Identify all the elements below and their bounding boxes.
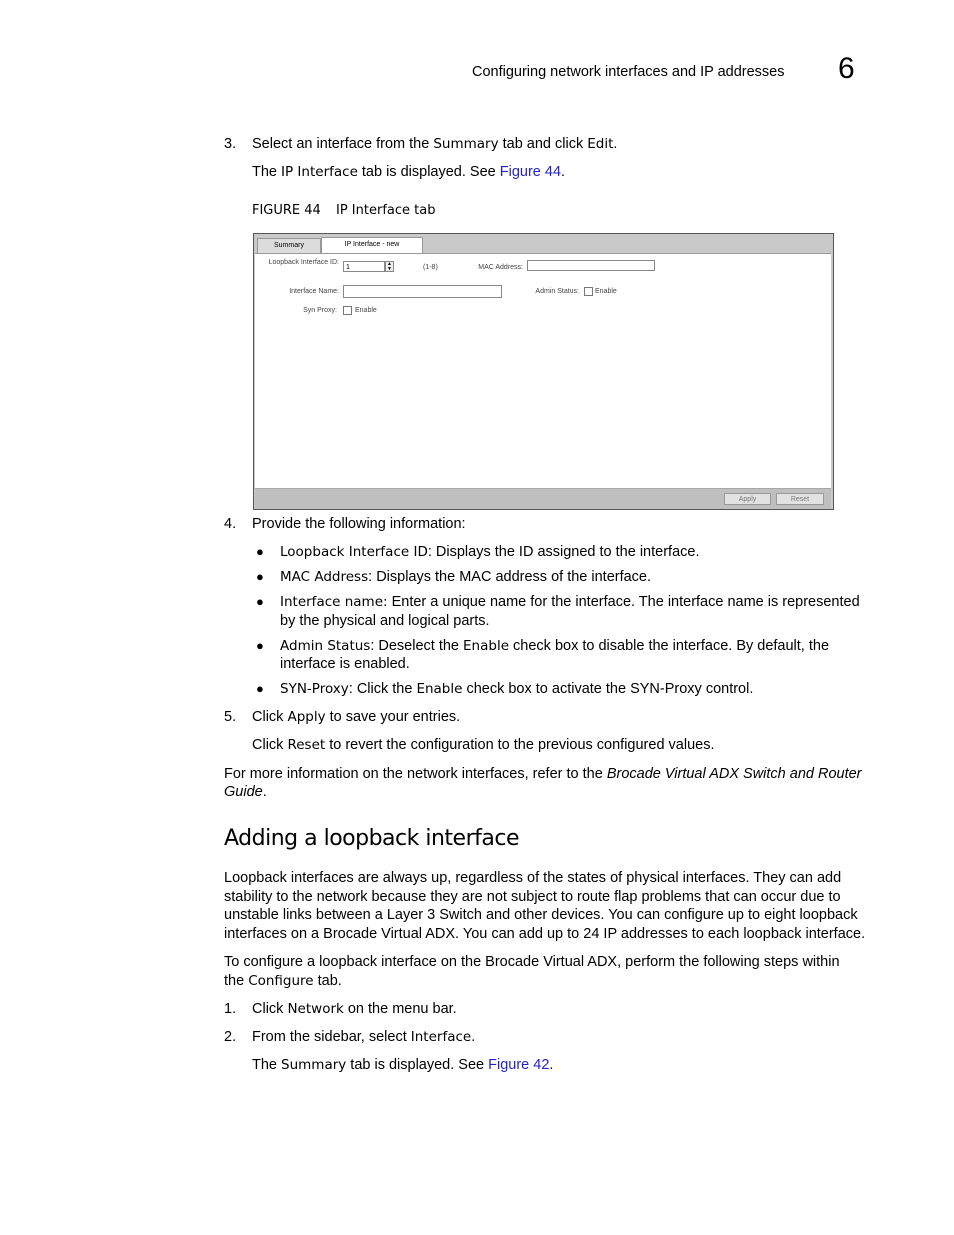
bullet-admin-status-cont: interface is enabled. (280, 656, 410, 672)
bullet-loopback-id: Loopback Interface ID: Displays the ID assigned to the interface. (280, 544, 700, 560)
bullet-interface-name: Interface name: Enter a unique name for the interface. The interface name is represented (280, 594, 860, 610)
syn-enable-label: Enable (355, 307, 377, 314)
admin-status-label: Admin Status: (535, 288, 579, 295)
bullet-syn-proxy: SYN-Proxy: Click the Enable check box to activate the SYN-Proxy control. (280, 681, 754, 697)
admin-status-checkbox[interactable] (584, 287, 593, 296)
step-2-note: The Summary tab is displayed. See Figure 42. (252, 1057, 554, 1073)
step-5-note: Click Reset to revert the configuration to the previous configured values. (252, 737, 715, 753)
paragraph-line: unstable links between a Layer 3 Switch and other devices. You can configure up to eight loopback (224, 907, 858, 923)
paragraph-line: stability to the network because they are not subject to route flap problems that can occur due to (224, 889, 841, 905)
tab-bar (254, 234, 833, 253)
paragraph-line: the Configure tab. (224, 973, 342, 989)
form-footer (255, 488, 831, 509)
step-1-text: Click Network on the menu bar. (252, 1001, 457, 1017)
figure-42-link[interactable]: Figure 42 (488, 1057, 550, 1073)
running-header: Configuring network interfaces and IP addresses (472, 64, 785, 80)
bullet-icon: ● (256, 681, 264, 696)
bullet-icon: ● (256, 544, 264, 559)
loopback-range: (1-8) (423, 264, 438, 271)
interface-name-input[interactable] (343, 285, 502, 298)
step-number: 4. (224, 516, 237, 532)
loopback-id-label: Loopback Interface ID: (268, 259, 339, 266)
bullet-icon: ● (256, 569, 264, 584)
syn-proxy-label: Syn Proxy: (303, 307, 337, 314)
paragraph-line: Loopback interfaces are always up, regardless of the states of physical interfaces. They can add (224, 870, 842, 886)
mac-address-label: MAC Address: (478, 264, 523, 271)
tab-ip-interface[interactable]: IP Interface - new (321, 237, 423, 254)
figure-44-link[interactable]: Figure 44 (499, 164, 562, 180)
figure-label: FIGURE 44 (252, 203, 321, 218)
figure-caption: IP Interface tab (336, 203, 436, 218)
reset-button[interactable]: Reset (776, 493, 824, 505)
step-2-text: From the sidebar, select Interface. (252, 1029, 476, 1045)
step-number: 2. (224, 1029, 237, 1045)
step-number: 5. (224, 709, 237, 725)
step-number: 1. (224, 1001, 237, 1017)
ip-interface-screenshot (253, 233, 834, 510)
section-heading: Adding a loopback interface (224, 826, 519, 851)
paragraph-line: To configure a loopback interface on the Brocade Virtual ADX, perform the following steps within (224, 954, 840, 970)
step-3-note: The IP Interface tab is displayed. See Figure 44. (252, 164, 566, 180)
paragraph-line: interfaces on a Brocade Virtual ADX. You can add up to 24 IP addresses to each loopback interface. (224, 926, 866, 942)
bullet-icon: ● (256, 638, 264, 653)
bullet-interface-name-cont: by the physical and logical parts. (280, 613, 490, 629)
loopback-id-stepper[interactable]: ▲ ▼ (385, 261, 394, 272)
admin-enable-label: Enable (595, 288, 617, 295)
bullet-icon: ● (256, 594, 264, 609)
apply-button[interactable]: Apply (724, 493, 771, 505)
tab-summary[interactable]: Summary (257, 238, 321, 253)
chapter-number: 6 (838, 52, 855, 85)
step-3-text: Select an interface from the Summary tab and click Edit. (252, 136, 618, 152)
more-info: For more information on the network interfaces, refer to the Brocade Virtual ADX Switch and Router (224, 766, 862, 782)
step-number: 3. (224, 136, 237, 152)
form-panel (255, 253, 831, 488)
loopback-id-input[interactable]: 1 (343, 261, 385, 272)
bullet-admin-status: Admin Status: Deselect the Enable check box to disable the interface. By default, the (280, 638, 830, 654)
interface-name-label: Interface Name: (289, 288, 339, 295)
more-info-cont: Guide. (224, 784, 267, 800)
bullet-mac-address: MAC Address: Displays the MAC address of the interface. (280, 569, 652, 585)
mac-address-input[interactable] (527, 260, 655, 271)
step-4-text: Provide the following information: (252, 516, 466, 532)
step-5-text: Click Apply to save your entries. (252, 709, 461, 725)
syn-proxy-checkbox[interactable] (343, 306, 352, 315)
